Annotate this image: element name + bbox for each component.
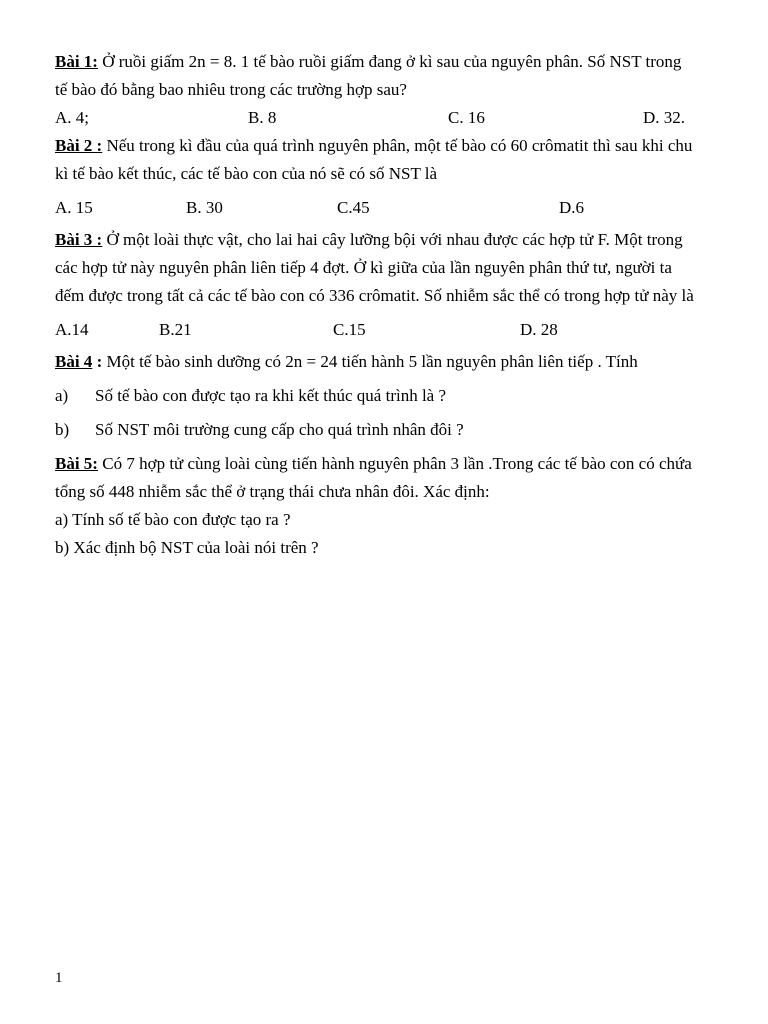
problem-4-line-1 [55,348,715,376]
option-c: C.45 [337,198,370,217]
problem-3-line-1 [55,226,715,254]
problem-5-line-1 [55,450,715,478]
problem-3-text: Ở một loài thực vật, cho lai hai cây lưỡng bội với nhau được các hợp tử F. Một trong [102,230,683,249]
sub-label: a) [55,386,69,405]
problem-2-title: Bài 2 : [55,136,103,155]
problem-4-title: Bài 4 [55,352,93,371]
problem-3 [55,226,715,344]
problem-3-line-3: đếm được trong tất cả các tế bào con có 336 crômatit. Số nhiễm sắc thể có trong hợp tử này là [55,286,694,305]
option-d: D. 28 [520,320,558,339]
option-d: D.6 [559,198,585,217]
problem-5-title: Bài 5: [55,454,98,473]
problem-4-text: Một tế bào sinh dưỡng có 2n = 24 tiến hành 5 lần nguyên phân liên tiếp . Tính [102,352,638,371]
problem-1-line-1 [55,48,715,76]
problem-5-text: Có 7 hợp tử cùng loài cùng tiến hành nguyên phân 3 lần .Trong các tế bào con có chứa [97,454,692,473]
problem-5 [55,450,715,562]
problem-3-line-2: các hợp tử này nguyên phân liên tiếp 4 đợt. Ở kì giữa của lần nguyên phân thứ tư, người ta [55,258,672,277]
problem-5-line-4: b) Xác định bộ NST của loài nói trên ? [55,538,319,557]
page-number: 1 [55,970,63,986]
option-b: B. 30 [186,198,223,217]
problem-5-line-3: a) Tính số tế bào con được tạo ra ? [55,510,291,529]
problem-4-colon: : [92,352,103,371]
option-a: A. 4; [55,108,89,127]
problem-4-sub-b [55,416,715,444]
problem-2-options [55,194,715,222]
sub-label: b) [55,420,70,439]
problem-2-line-1 [55,132,715,160]
problem-5-line-2: tổng số 448 nhiễm sắc thể ở trạng thái chưa nhân đôi. Xác định: [55,482,490,501]
option-a: A.14 [55,320,89,339]
option-c: C. 16 [448,108,485,127]
option-d: D. 32. [643,108,686,127]
problem-1 [55,48,715,132]
problem-1-text: Ở ruồi giấm 2n = 8. 1 tế bào ruồi giấm đang ở kì sau của nguyên phân. Số NST trong [97,52,682,71]
problem-3-options [55,316,715,344]
document-page [55,48,715,562]
problem-1-options [55,104,715,132]
sub-text: Số NST môi trường cung cấp cho quá trình nhân đôi ? [95,420,464,439]
problem-2 [55,132,715,222]
option-c: C.15 [333,320,366,339]
problem-2-line-2: kì tế bào kết thúc, các tế bào con của nó sẽ có số NST là [55,164,438,183]
problem-4-sub-a [55,382,715,410]
problem-1-title: Bài 1: [55,52,98,71]
problem-2-text: Nếu trong kì đầu của quá trình nguyên phân, một tế bào có 60 crômatit thì sau khi chu [102,136,693,155]
option-b: B. 8 [248,108,277,127]
option-a: A. 15 [55,198,93,217]
sub-text: Số tế bào con được tạo ra khi kết thúc quá trình là ? [95,386,447,405]
problem-4 [55,348,715,444]
problem-1-line-2: tế bào đó bằng bao nhiêu trong các trường hợp sau? [55,80,407,99]
option-b: B.21 [159,320,192,339]
problem-3-title: Bài 3 : [55,230,103,249]
